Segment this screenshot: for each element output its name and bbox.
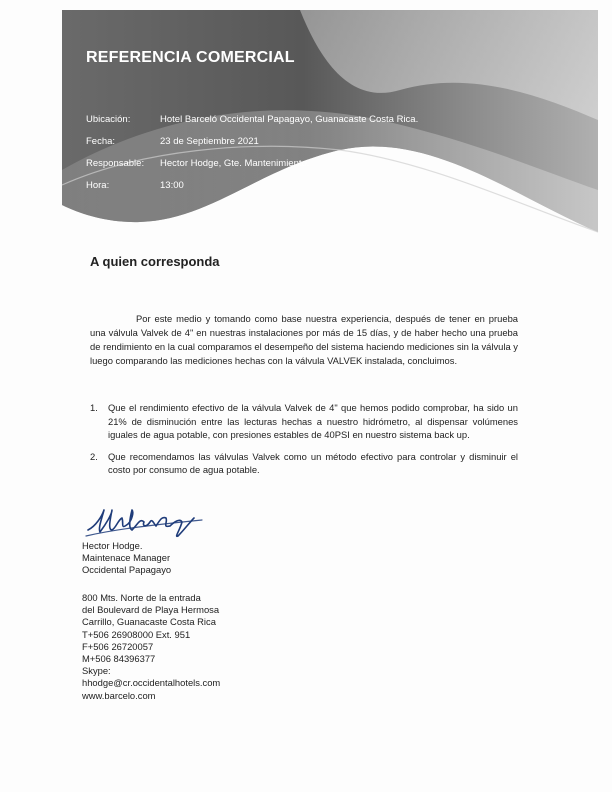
header-label: Responsable: [86, 158, 145, 169]
handwritten-signature [82, 500, 212, 545]
header-value: Hector Hodge, Gte. Mantenimiento. [160, 158, 310, 169]
contact-fax: F+506 26720057 [82, 640, 154, 652]
header-label: Fecha: [86, 136, 116, 147]
contact-website: www.barcelo.com [82, 689, 156, 701]
header-row-date [86, 136, 259, 147]
document-title: REFERENCIA COMERCIAL [86, 49, 295, 66]
conclusions-list [90, 401, 518, 485]
header-label: Hora: [86, 180, 110, 191]
list-item [90, 450, 518, 477]
list-item-text: Que recomendamos las válvulas Valvek como un método efectivo para controlar y disminuir el costo por consumo de agua potable. [108, 450, 518, 475]
intro-paragraph: Por este medio y tomando como base nuestra experiencia, después de tener en prueba una válvula Valvek de 4" en nuestras instalaciones por más de 15 días, y de haber hecho una prueba de rendimiento en la cual comparamos el desempeño del sistema haciendo mediciones sin la válvula y luego comparando las mediciones hechas con la válvula VALVEK instalada, concluimos. [90, 313, 518, 367]
contact-skype: Skype: [82, 665, 111, 677]
list-item-number: 1. [90, 402, 98, 413]
header-value: 23 de Septiembre 2021 [160, 136, 259, 147]
contact-email: hhodge@cr.occidentalhotels.com [82, 677, 221, 689]
contact-line: 800 Mts. Norte de la entrada [82, 592, 201, 603]
salutation: A quien corresponda [90, 254, 220, 269]
header-row-time [86, 180, 184, 191]
header-value: 13:00 [160, 180, 184, 191]
contact-block [82, 592, 220, 702]
contact-phone: T+506 26908000 Ext. 951 [82, 628, 191, 640]
signer-name: Hector Hodge. [82, 540, 143, 551]
header-row-responsible [86, 158, 309, 169]
contact-line: Carrillo, Guanacaste Costa Rica [82, 616, 216, 628]
list-item [90, 401, 518, 442]
signature-block [82, 540, 171, 577]
signer-company: Occidental Papagayo [82, 564, 172, 576]
contact-mobile: M+506 84396377 [82, 653, 156, 665]
list-item-text: Que el rendimiento efectivo de la válvula Valvek de 4" que hemos podido comprobar, ha sido un 21% de disminución entre las lecturas hechas a nuestro hidrómetro, al dispensar volúmenes iguales de agua potable, con presiones estables de 40PSI en nuestro sistema back up. [108, 402, 518, 440]
header-label: Ubicación: [86, 114, 131, 125]
list-item-number: 2. [90, 450, 98, 462]
header-row-location [86, 114, 418, 125]
header-value: Hotel Barceló Occidental Papagayo, Guanacaste Costa Rica. [160, 114, 419, 125]
contact-line: del Boulevard de Playa Hermosa [82, 604, 220, 616]
signer-title: Maintenace Manager [82, 552, 171, 564]
